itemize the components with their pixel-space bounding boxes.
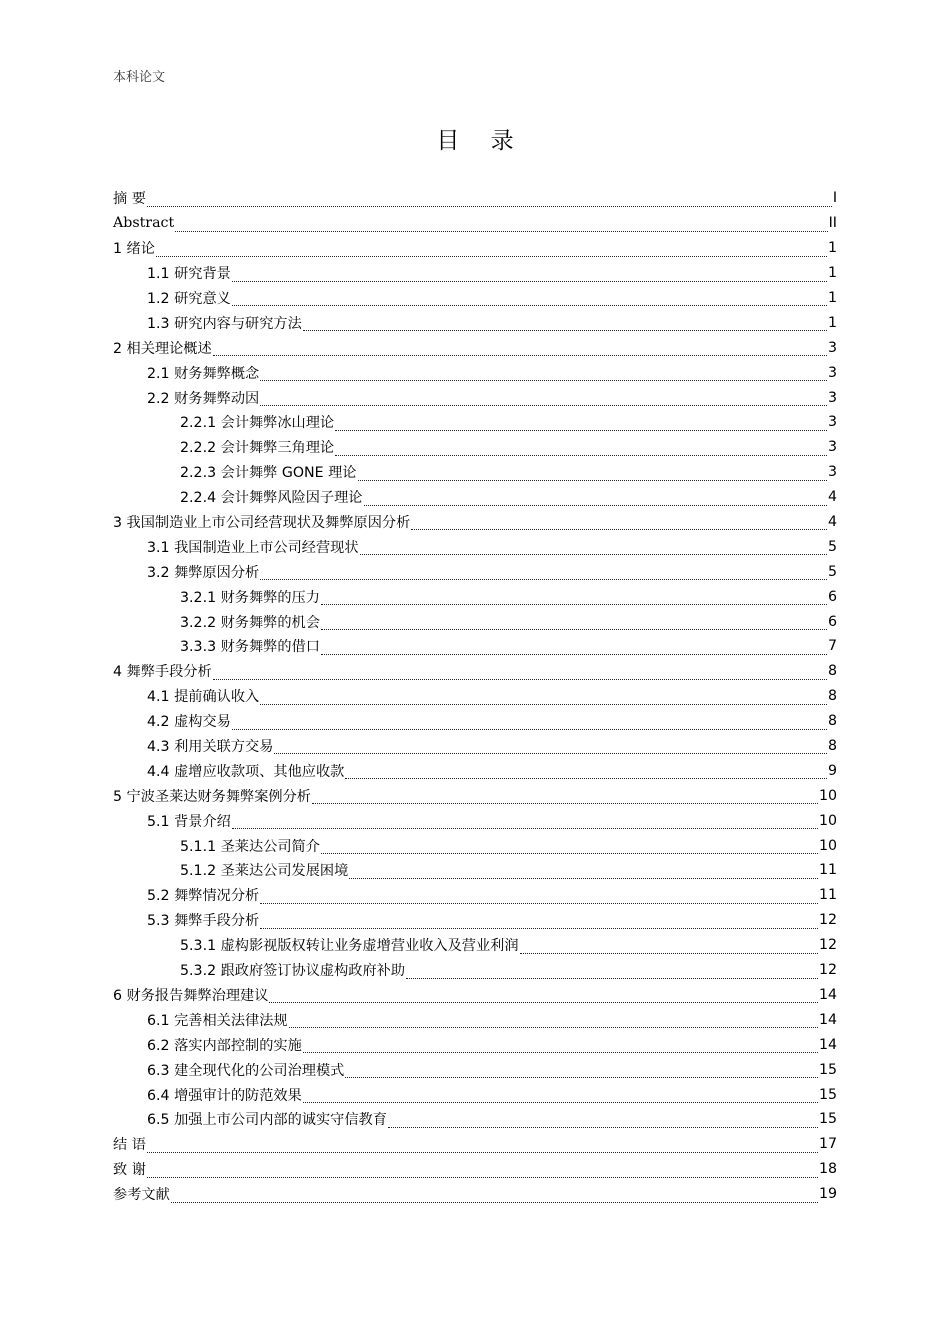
toc-entry-page-number: 5 [827,563,837,580]
toc-entry-page-number: 19 [818,1186,837,1203]
toc-entry-page-number: 3 [827,439,837,456]
toc-entry-label: 致 谢 [113,1162,146,1179]
dot-leader [260,568,827,584]
toc-entry-page-number: 3 [827,339,837,356]
dot-leader [335,419,827,435]
toc-entry[interactable] [113,360,837,385]
toc-entry-label: 1.2 研究意义 [147,291,231,307]
dot-leader [260,917,818,933]
toc-entry-page-number: 10 [818,837,837,854]
dot-leader [312,792,818,808]
dot-leader [213,668,827,684]
toc-entry-label: 6.1 完善相关法律法规 [147,1012,288,1029]
dot-leader [321,842,818,858]
dot-leader [147,195,832,211]
toc-entry-label: 5.3 舞弊手段分析 [147,913,260,930]
toc-entry[interactable] [113,559,837,584]
toc-entry-page-number: 9 [827,762,837,779]
toc-entry-label: 4.4 虚增应收款项、其他应收款 [147,763,345,780]
toc-entry-label: 3.2.2 财务舞弊的机会 [180,614,320,631]
toc-entry-label: 3.2 舞弊原因分析 [147,564,260,581]
dot-leader [274,742,827,758]
toc-entry-page-number: 15 [818,1061,837,1078]
page-title: 目 录 [436,128,526,154]
toc-entry[interactable] [113,933,837,958]
dot-leader [345,1066,818,1082]
toc-entry-label: 3.2.1 财务舞弊的压力 [180,589,320,606]
toc-entry-page-number: 14 [818,1036,837,1053]
toc-entry-label: 1.3 研究内容与研究方法 [147,315,302,332]
toc-entry-label: 2.2.3 会计舞弊 GONE 理论 [180,465,357,482]
dot-leader [232,718,827,734]
dot-leader [406,967,818,983]
dot-leader [260,394,827,410]
toc-entry[interactable] [113,983,837,1008]
toc-entry[interactable] [113,385,837,410]
dot-leader [388,1116,818,1132]
dot-leader [520,942,818,958]
dot-leader [260,892,818,908]
toc-entry-label: Abstract [113,215,175,232]
dot-leader [358,469,827,485]
toc-entry[interactable] [113,808,837,833]
toc-entry[interactable] [113,659,837,684]
dot-leader [303,1041,818,1057]
toc-entry-label: 结 语 [113,1137,146,1154]
dot-leader [171,1191,818,1207]
toc-entry-label: 4.2 虚构交易 [147,714,231,731]
toc-entry-page-number: 3 [827,414,837,431]
toc-entry-label: 6.2 落实内部控制的实施 [147,1037,302,1054]
dot-leader [335,444,827,460]
toc-entry[interactable] [113,310,837,335]
toc-entry-label: 4.1 提前确认收入 [147,689,260,706]
toc-entry[interactable] [113,485,837,510]
toc-entry-page-number: 17 [818,1136,837,1153]
dot-leader [232,294,827,310]
toc-entry-label: 2.2 财务舞弊动因 [147,390,260,407]
toc-entry-page-number: 12 [818,937,837,954]
toc-entry[interactable] [113,609,837,634]
toc-entry-page-number: 10 [818,787,837,804]
toc-entry[interactable] [113,510,837,535]
toc-entry-label: 2 相关理论概述 [113,340,212,357]
toc-entry-page-number: 3 [827,389,837,406]
toc-entry[interactable] [113,958,837,983]
dot-leader [345,767,827,783]
toc-entry[interactable] [113,1182,837,1207]
toc-entry[interactable] [113,335,837,360]
toc-entry-page-number: 3 [827,464,837,481]
toc-entry[interactable] [113,758,837,783]
toc-entry-page-number: 3 [827,364,837,381]
dot-leader [260,369,827,385]
toc-entry[interactable] [113,186,837,211]
toc-entry-page-number: 6 [827,613,837,630]
toc-entry-page-number: 1 [827,240,837,257]
toc-entry-page-number: I [832,190,837,207]
toc-entry-page-number: 8 [827,688,837,705]
toc-entry[interactable] [113,1032,837,1057]
toc-entry-page-number: 1 [827,265,837,282]
toc-entry[interactable] [113,534,837,559]
toc-entry-page-number: 11 [818,862,837,879]
toc-entry-label: 6.4 增强审计的防范效果 [147,1087,302,1104]
toc-entry-page-number: 10 [818,812,837,829]
toc-entry-page-number: 14 [818,1011,837,1028]
dot-leader [232,817,818,833]
dot-leader [321,618,827,634]
toc-entry[interactable] [113,1132,837,1157]
toc-entry-page-number: 18 [818,1161,837,1178]
toc-entry-page-number: 12 [818,962,837,979]
toc-entry-page-number: 5 [827,538,837,555]
toc-entry[interactable] [113,684,837,709]
toc-entry[interactable] [113,908,837,933]
toc-entry[interactable] [113,858,837,883]
toc-entry[interactable] [113,833,837,858]
toc-entry[interactable] [113,1107,837,1132]
toc-entry-page-number: 15 [818,1086,837,1103]
toc-entry-label: 摘 要 [113,191,146,208]
toc-entry-label: 3 我国制造业上市公司经营现状及舞弊原因分析 [113,515,411,532]
dot-leader [269,991,818,1007]
toc-entry-page-number: 7 [827,638,837,655]
dot-leader [175,220,827,236]
toc-entry-label: 5.1.2 圣莱达公司发展困境 [180,863,349,880]
toc-entry-label: 1 绪论 [113,241,155,258]
toc-entry-label: 5.1 背景介绍 [147,813,231,830]
dot-leader [213,344,827,360]
toc-entry-page-number: 1 [827,314,837,331]
toc-entry-page-number: 4 [827,514,837,531]
toc-entry-label: 6 财务报告舞弊治理建议 [113,987,269,1004]
dot-leader [321,593,827,609]
toc-entry[interactable] [113,734,837,759]
toc-entry-label: 6.3 建全现代化的公司治理模式 [147,1062,345,1079]
toc-entry-label: 3.1 我国制造业上市公司经营现状 [147,539,359,556]
toc-entry-label: 2.2.2 会计舞弊三角理论 [180,440,335,457]
toc-entry-page-number: 8 [827,713,837,730]
toc-entry-label: 2.2.4 会计舞弊风险因子理论 [180,490,363,507]
toc-entry-label: 5.3.1 虚构影视版权转让业务虚增营业收入及营业利润 [180,938,519,955]
toc-entry-page-number: II [828,215,837,232]
toc-entry[interactable] [113,460,837,485]
toc-entry[interactable] [113,709,837,734]
toc-entry-page-number: 14 [818,986,837,1003]
dot-leader [303,1091,818,1107]
table-of-contents [113,186,837,1207]
toc-entry[interactable] [113,261,837,286]
toc-entry-label: 5.1.1 圣莱达公司简介 [180,838,320,855]
running-header: 本科论文 [113,70,166,85]
toc-entry[interactable] [113,1157,837,1182]
toc-entry-page-number: 4 [827,489,837,506]
toc-entry-page-number: 6 [827,588,837,605]
dot-leader [364,494,827,510]
dot-leader [360,543,827,559]
toc-entry-page-number: 12 [818,912,837,929]
dot-leader [232,270,827,286]
toc-entry-label: 4.3 利用关联方交易 [147,739,274,756]
dot-leader [349,867,818,883]
toc-entry[interactable] [113,211,837,236]
dot-leader [289,1016,818,1032]
toc-entry-label: 4 舞弊手段分析 [113,664,212,681]
toc-entry[interactable] [113,1082,837,1107]
toc-entry-label: 3.3.3 财务舞弊的借口 [180,639,320,656]
toc-entry[interactable] [113,410,837,435]
toc-entry[interactable] [113,1057,837,1082]
toc-entry-page-number: 8 [827,738,837,755]
toc-entry-label: 6.5 加强上市公司内部的诚实守信教育 [147,1112,387,1129]
toc-entry[interactable] [113,1007,837,1032]
dot-leader [147,1141,818,1157]
toc-entry[interactable] [113,634,837,659]
toc-entry-label: 1.1 研究背景 [147,266,231,283]
toc-entry[interactable] [113,783,837,808]
toc-entry[interactable] [113,584,837,609]
dot-leader [147,1166,818,1182]
toc-entry-page-number: 8 [827,663,837,680]
toc-entry-label: 2.1 财务舞弊概念 [147,365,260,382]
toc-entry-page-number: 15 [818,1111,837,1128]
toc-entry-page-number: 1 [827,290,837,306]
toc-entry[interactable] [113,435,837,460]
toc-entry-page-number: 11 [818,887,837,904]
toc-entry-label: 5.3.2 跟政府签订协议虚构政府补助 [180,963,406,980]
toc-entry-label: 参考文献 [113,1187,170,1204]
toc-entry-label: 5.2 舞弊情况分析 [147,888,260,905]
toc-entry-label: 5 宁波圣莱达财务舞弊案例分析 [113,788,311,805]
dot-leader [156,245,827,261]
dot-leader [260,693,827,709]
toc-entry[interactable] [113,286,837,311]
dot-leader [411,518,827,534]
dot-leader [321,643,827,659]
toc-entry-label: 2.2.1 会计舞弊冰山理论 [180,415,335,432]
dot-leader [303,319,827,335]
toc-entry[interactable] [113,236,837,261]
toc-entry[interactable] [113,883,837,908]
